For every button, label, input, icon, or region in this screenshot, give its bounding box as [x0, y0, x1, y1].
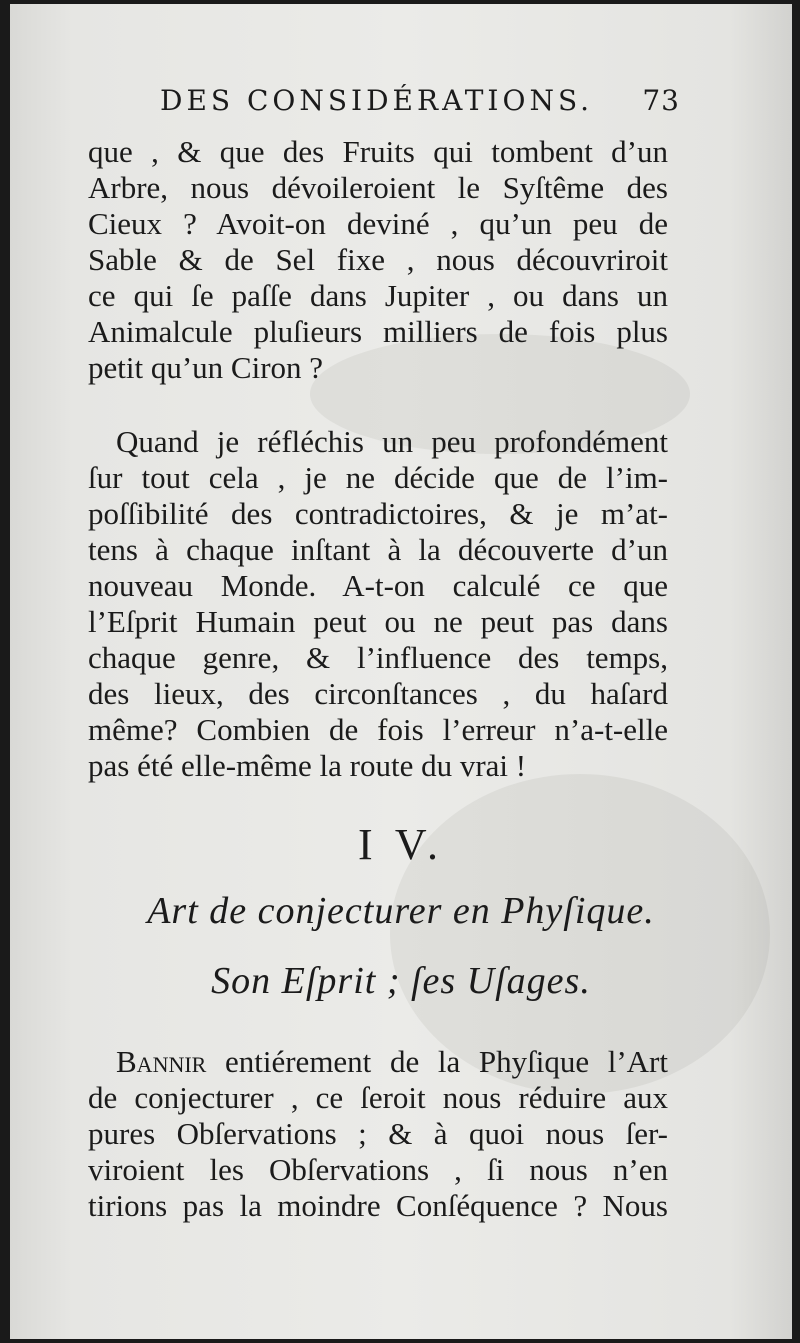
running-header [160, 84, 680, 117]
text-line: poſſibilité des contradictoires, & je m’at- [88, 496, 668, 531]
text-line: même? Combien de fois l’erreur n’a-t-elle [88, 712, 668, 747]
text-line: tirions pas la moindre Conſéquence ? Nous [88, 1188, 668, 1223]
section-title: Art de conjecturer en Phyſique. [147, 890, 655, 932]
text-line: Sable & de Sel fixe , nous découvriroit [88, 242, 668, 277]
text-line: Quand je réfléchis un peu profondément [116, 424, 668, 459]
text-line [116, 1044, 668, 1080]
text-line: pas été elle-même la route du vrai ! [88, 748, 527, 783]
text-line: de conjecturer , ce ſeroit nous réduire aux [88, 1080, 668, 1115]
text-line: viroient les Obſervations , ſi nous n’en [88, 1152, 668, 1187]
text-line: ce qui ſe paſſe dans Jupiter , ou dans un [88, 278, 668, 313]
text-line: que , & que des Fruits qui tombent d’un [88, 134, 668, 169]
line-remainder: entiérement de la Phyſique l’Art [206, 1044, 668, 1079]
running-title: DES CONSIDÉRATIONS. [160, 84, 594, 117]
text-line: petit qu’un Ciron ? [88, 350, 324, 385]
text-line: Cieux ? Avoit-on deviné , qu’un peu de [88, 206, 668, 241]
text-line: l’Eſprit Humain peut ou ne peut pas dans [88, 604, 668, 639]
section-subtitle: Son Eſprit ; ſes Uſages. [211, 960, 591, 1002]
text-line: ſur tout cela , je ne décide que de l’im- [88, 460, 668, 495]
text-line: des lieux, des circonſtances , du haſard [88, 676, 668, 711]
section-number: I V. [358, 820, 444, 869]
initial-word: Bannir [116, 1044, 207, 1079]
text-line: nouveau Monde. A-t-on calculé ce que [88, 568, 668, 603]
text-line: Arbre, nous dévoileroient le Syſtême des [88, 170, 668, 205]
text-line: Animalcule pluſieurs milliers de fois plus [88, 314, 668, 349]
book-page [10, 4, 792, 1339]
text-line: tens à chaque inſtant à la découverte d’un [88, 532, 668, 567]
text-line: chaque genre, & l’influence des temps, [88, 640, 668, 675]
page-number: 73 [642, 84, 680, 117]
text-line: pures Obſervations ; & à quoi nous ſer- [88, 1116, 668, 1151]
